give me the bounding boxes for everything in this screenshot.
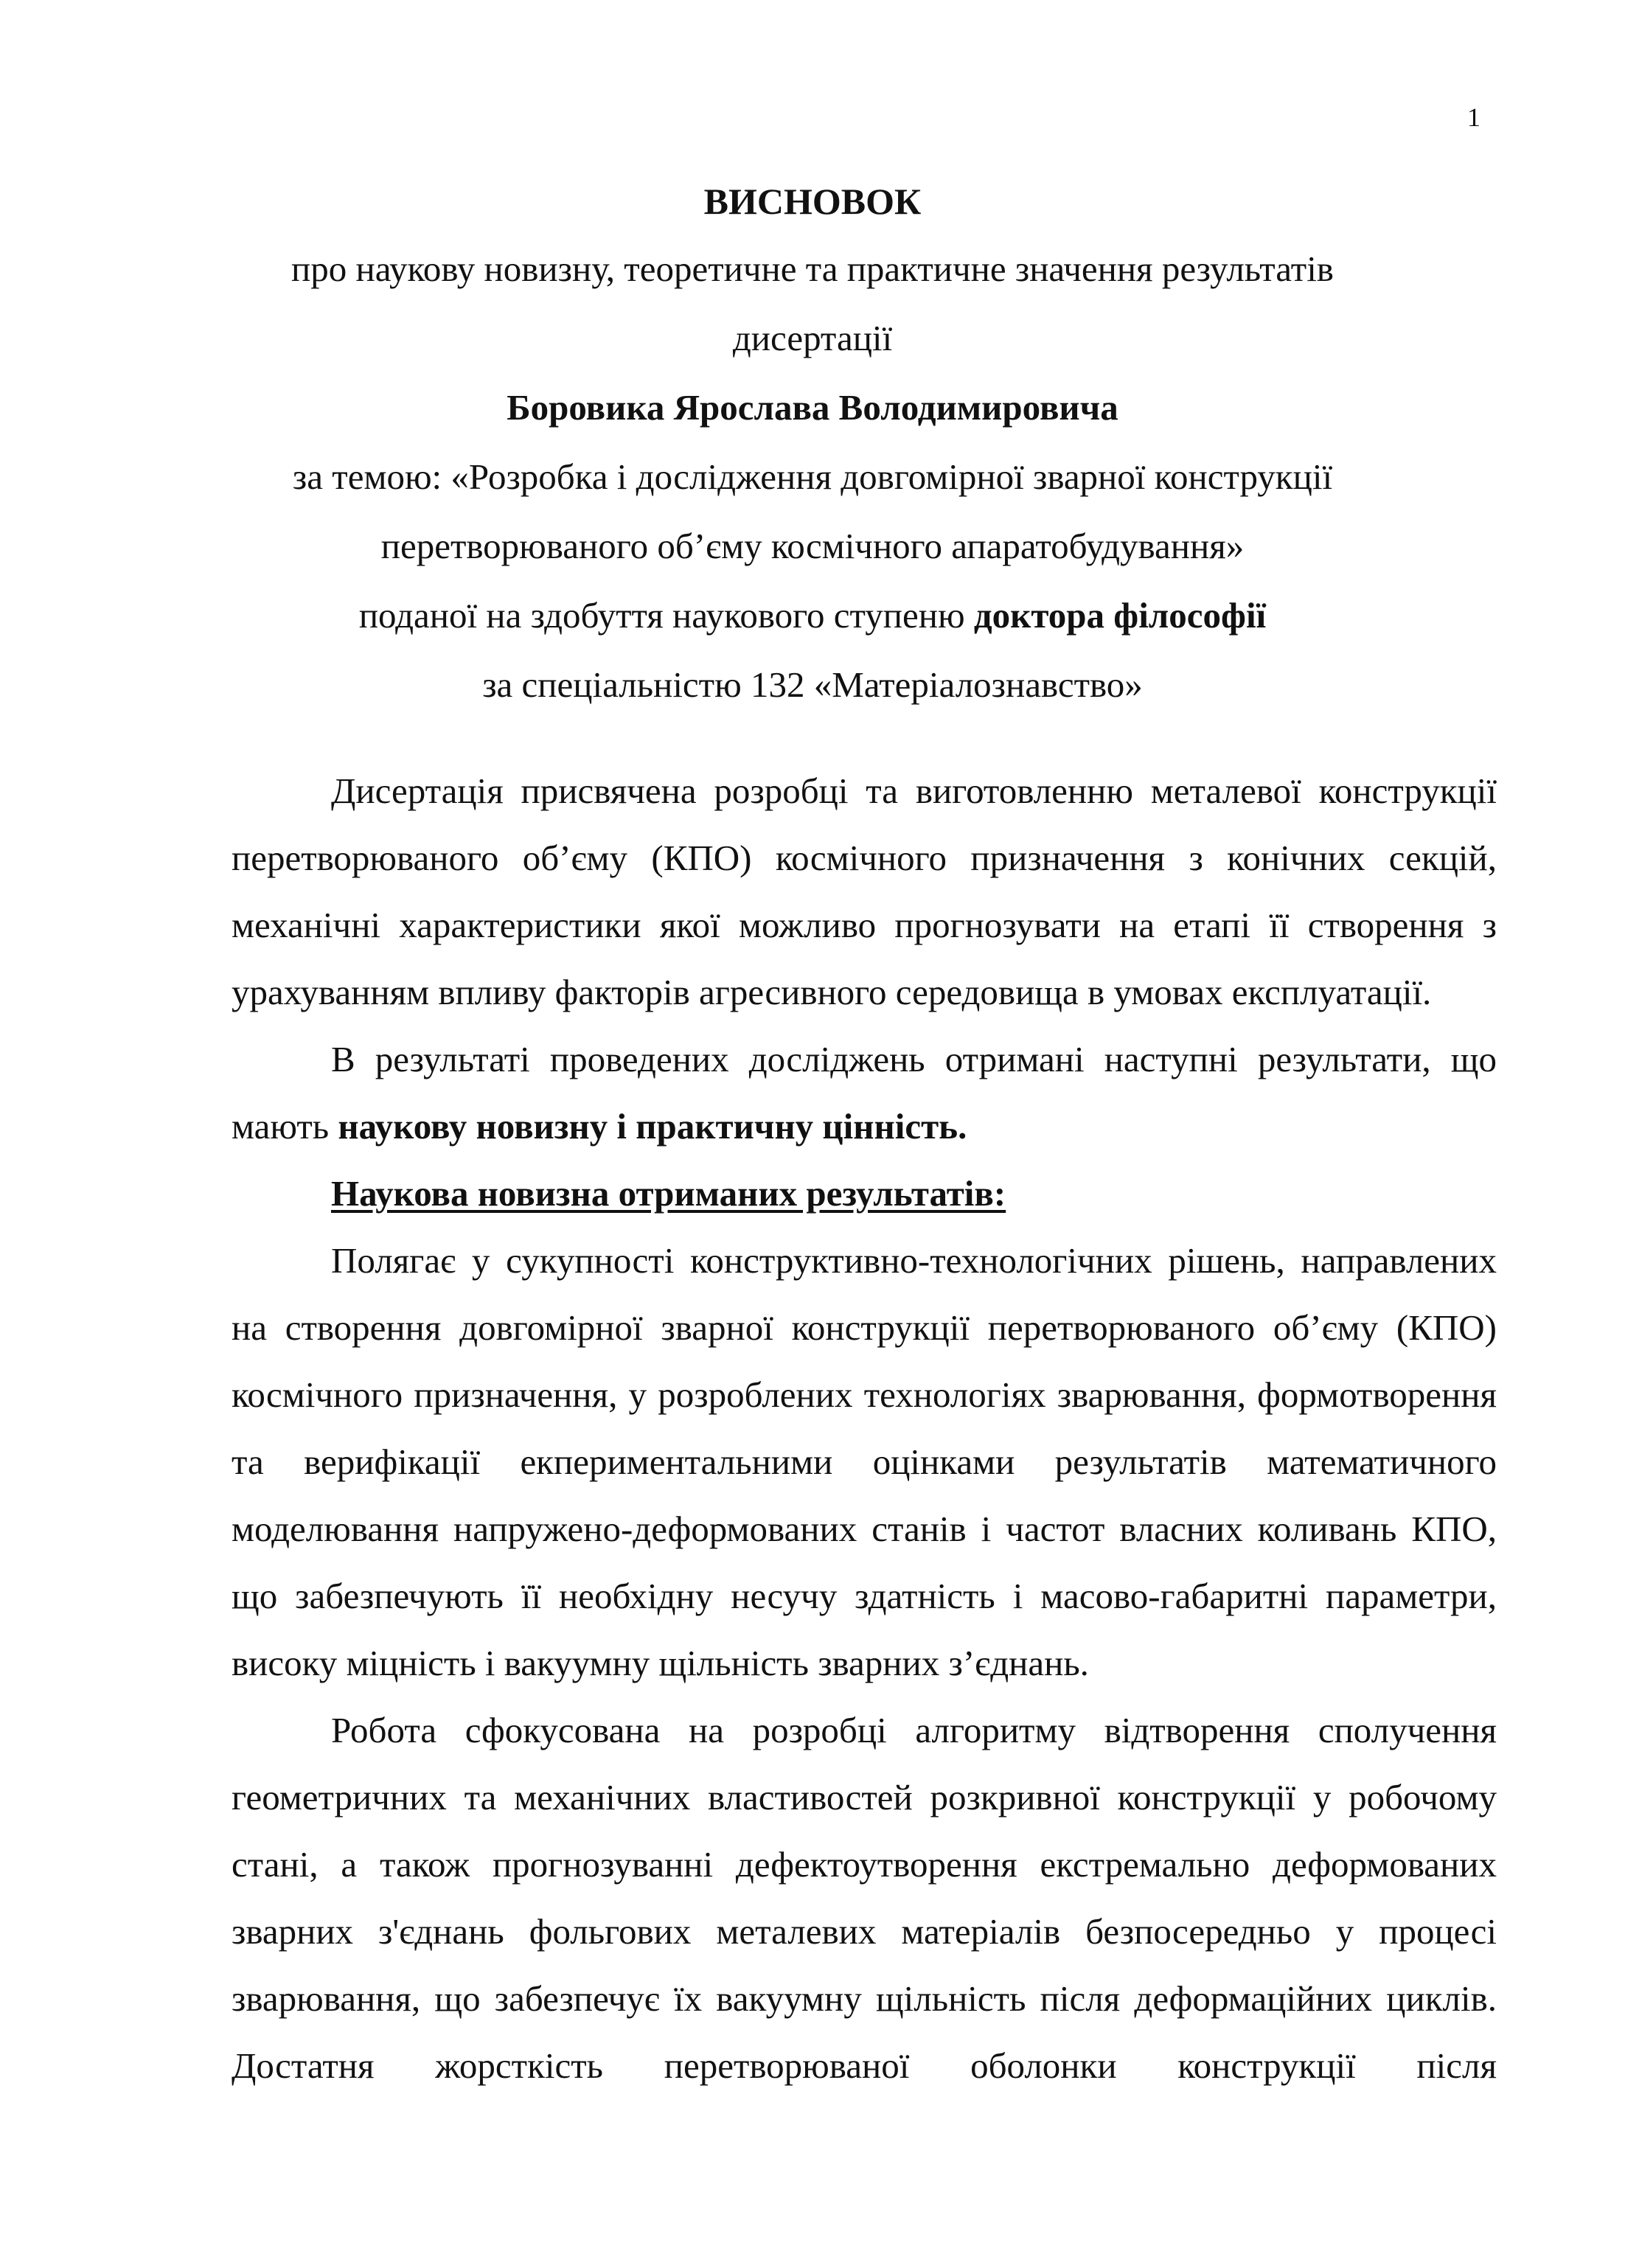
degree-name: доктора філософії: [973, 595, 1267, 636]
subtitle-line: про наукову новизну, теоретичне та практичне значення результатів: [291, 248, 1334, 289]
subtitle-line-2: дисертації: [732, 318, 893, 358]
page-number: 1: [1467, 102, 1480, 132]
results-emphasis: наукову новизну і практичну цінність.: [338, 1106, 967, 1147]
degree-line: [0, 581, 1625, 650]
specialty-line: за спеціальністю 132 «Матеріалознавство»: [482, 664, 1143, 705]
paragraph-novelty: Полягає у сукупності конструктивно-технологічних рішень, направлених на створення довгомірної зварної конструкції перетворюваного об’єму (КПО) космічного призначення, у розроблених технологіях зварювання, формотворення та верифікації екпериментальними оцінками результатів математичного моделювання напружено-деформованих станів і частот власних коливань КПО, що забезпечують її необхідну несучу здатність і масово-габаритні параметри, високу міцність і вакуумну щільність зварних з’єднань.: [232, 1240, 1497, 1683]
author-name: Боровика Ярослава Володимировича: [507, 387, 1118, 428]
topic-line-1: за темою: «Розробка і дослідження довгомірної зварної конструкції: [292, 456, 1333, 497]
document-header: [0, 168, 1625, 720]
paragraph-focus: Робота сфокусована на розробці алгоритму відтворення сполучення геометричних та механічних властивостей розкривної конструкції у робочому стані, а також прогнозуванні дефектоутворення екстремально деформованих зварних з'єднань фольгових металевих матеріалів безпосередньо у процесі зварювання, що забезпечує їх вакуумну щільність після деформаційних циклів. Достатня жорсткість перетворюваної оболонки конструкції після: [232, 1710, 1497, 2086]
results-prefix: В результаті проведених досліджень отримані наступні результати, що мають: [232, 1039, 1497, 1147]
section-heading: Наукова новизна отриманих результатів:: [331, 1173, 1006, 1214]
paragraph-results: [232, 1026, 1497, 1160]
document-body: [232, 757, 1497, 2099]
degree-prefix: поданої на здобуття наукового ступеню: [358, 595, 974, 636]
document-title: ВИСНОВОК: [703, 181, 922, 222]
paragraph-intro: Дисертація присвячена розробці та виготовленню металевої конструкції перетворюваного об’єму (КПО) космічного призначення з конічних секцій, механічні характеристики якої можливо прогнозувати на етапі її створення з урахуванням впливу факторів агресивного середовища в умовах експлуатації.: [232, 771, 1497, 1012]
topic-line-2: перетворюваного об’єму космічного апаратобудування»: [380, 526, 1245, 566]
